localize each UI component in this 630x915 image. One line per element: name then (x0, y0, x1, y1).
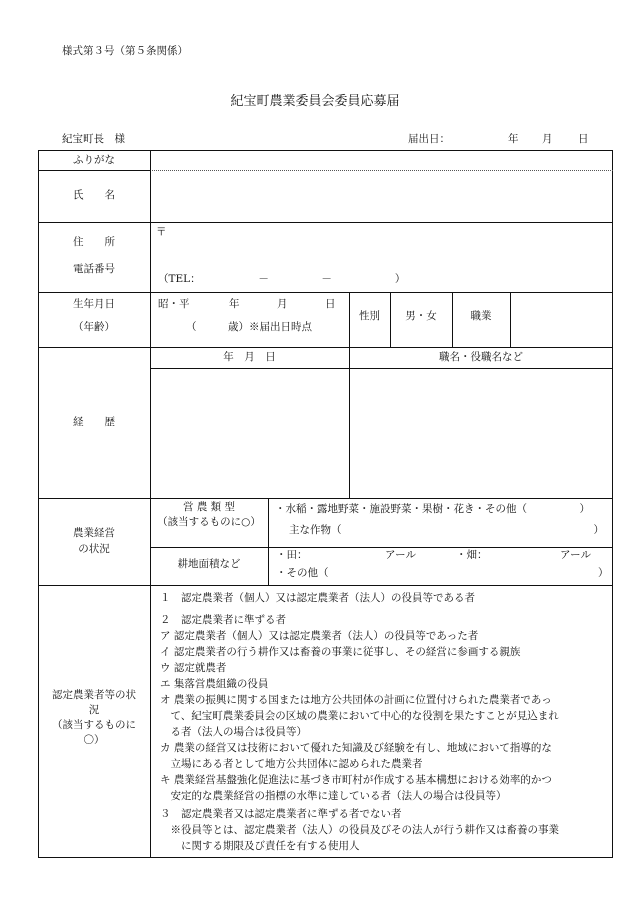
name-field[interactable] (152, 172, 611, 220)
furigana-field[interactable] (152, 152, 611, 169)
farm-type-label-2: （該当するものに○） (157, 516, 261, 528)
upland-field-unit: アール (560, 549, 591, 561)
date-year-unit: 年 (508, 133, 519, 145)
farming-column-divider (268, 498, 269, 585)
certified-note: ※役員等とは、認定農業者（法人）の役員及びその法人が行う耕作又は畜養の事業 (160, 824, 559, 836)
rice-field-label: ・田： (276, 549, 308, 561)
farming-status-label-1: 農業経営 (73, 527, 115, 539)
certified-item[interactable]: キ 農業経営基盤強化促進法に基づき市町村が作成する基本構想における効率的かつ (160, 774, 552, 786)
upland-field-label: ・畑： (456, 549, 488, 561)
certified-item[interactable]: エ 集落営農組織の役員 (160, 678, 269, 690)
other-area-close: ） (598, 567, 609, 579)
certified-item[interactable]: ウ 認定就農者 (160, 662, 227, 674)
career-date-field[interactable] (152, 370, 347, 496)
birth-day-unit: 日 (325, 298, 336, 310)
age-note: （ 歳）※届出日時点 (186, 321, 312, 333)
name-label: 氏 名 (73, 189, 115, 201)
address-field[interactable] (172, 226, 610, 270)
certified-item[interactable]: オ 農業の振興に関する国または地方公共団体の計画に位置付けられた農業者であっ (160, 694, 552, 706)
era-options[interactable]: 昭・平 (158, 298, 190, 310)
career-column-divider (349, 347, 350, 498)
certified-item-cont: 安定的な農業経営の指標の水準に達している者（法人の場合は役員等） (160, 790, 507, 802)
phone-label: 電話番号 (73, 263, 115, 275)
address-label: 住 所 (73, 236, 115, 248)
certified-label-1: 認定農業者等の状 (52, 689, 136, 701)
certified-item[interactable]: ３ 認定農業者又は認定農業者に準ずる者でない者 (160, 808, 402, 820)
date-day-unit: 日 (578, 133, 589, 145)
farm-type-options[interactable]: ・水稲・露地野菜・施設野菜・果樹・花き・その他（ ） (275, 503, 590, 515)
birth-month-unit: 月 (277, 298, 288, 310)
tel-field[interactable]: （TEL： － － ） (158, 273, 406, 285)
career-label: 経 歴 (73, 416, 115, 428)
career-row-bottom (38, 498, 613, 499)
certified-label-3: （該当するものに (52, 719, 136, 731)
addressee: 紀宝町長 様 (62, 133, 125, 145)
certified-item-cont: る者（法人の場合は役員等） (160, 726, 307, 738)
occupation-value-divider (510, 292, 511, 347)
farm-type-label-1: 営 農 類 型 (182, 501, 235, 513)
furigana-divider (150, 170, 613, 171)
main-crops-field[interactable]: 主な作物（ ） (289, 524, 604, 536)
certified-item-cont: 立場にある者として地方公共団体に認められた農業者 (160, 758, 423, 770)
farming-row-bottom (38, 585, 613, 586)
sex-label: 性別 (359, 310, 380, 322)
certified-label-2: 況 (88, 704, 100, 716)
land-area-label: 耕地面積など (177, 558, 241, 570)
certified-label-4: 〇） (83, 734, 105, 746)
certified-item[interactable]: カ 農業の経営又は技術において優れた知識及び経験を有し、地域において指導的な (160, 742, 552, 754)
page-title: 紀宝町農業委員会委員応募届 (230, 94, 400, 109)
postal-mark: 〒 (156, 226, 167, 238)
birth-label: 生年月日 (73, 298, 115, 310)
birth-year-unit: 年 (229, 298, 240, 310)
farm-type-row-bottom (150, 547, 613, 548)
career-header-bottom (150, 368, 613, 369)
rice-field-unit: アール (385, 549, 416, 561)
occupation-field[interactable] (512, 294, 610, 345)
date-month-unit: 月 (542, 133, 553, 145)
furigana-divider-left (38, 170, 151, 171)
furigana-label: ふりがな (73, 154, 115, 166)
age-label: （年齢） (73, 321, 115, 333)
form-number: 様式第３号（第５条関係） (62, 45, 188, 57)
birth-row-bottom (38, 347, 613, 348)
certified-note-cont: に関する期限及び責任を有する使用人 (160, 840, 360, 852)
other-area-label: ・その他（ (276, 567, 329, 579)
occupation-label: 職業 (470, 310, 492, 322)
career-position-header: 職名・役職名など (439, 351, 523, 363)
career-position-field[interactable] (351, 370, 611, 496)
sex-options[interactable]: 男・女 (405, 310, 437, 322)
certified-item[interactable]: １ 認定農業者（個人）又は認定農業者（法人）の役員等である者 (160, 592, 475, 604)
certified-item[interactable]: ア 認定農業者（個人）又は認定農業者（法人）の役員等であった者 (160, 630, 479, 642)
name-row-bottom (38, 222, 613, 223)
certified-item[interactable]: ２ 認定農業者に準ずる者 (160, 614, 286, 626)
career-date-header: 年 月 日 (223, 351, 276, 363)
certified-item-cont: て、紀宝町農業委員会の区域の農業において中心的な役割を果たすことが見込まれ (160, 710, 559, 722)
farming-status-label-2: の状況 (78, 543, 110, 555)
certified-item[interactable]: イ 認定農業者の行う耕作又は畜養の事業に従事し、その経営に参画する親族 (160, 646, 521, 658)
date-label: 届出日： (408, 133, 450, 145)
address-row-bottom (38, 292, 613, 293)
